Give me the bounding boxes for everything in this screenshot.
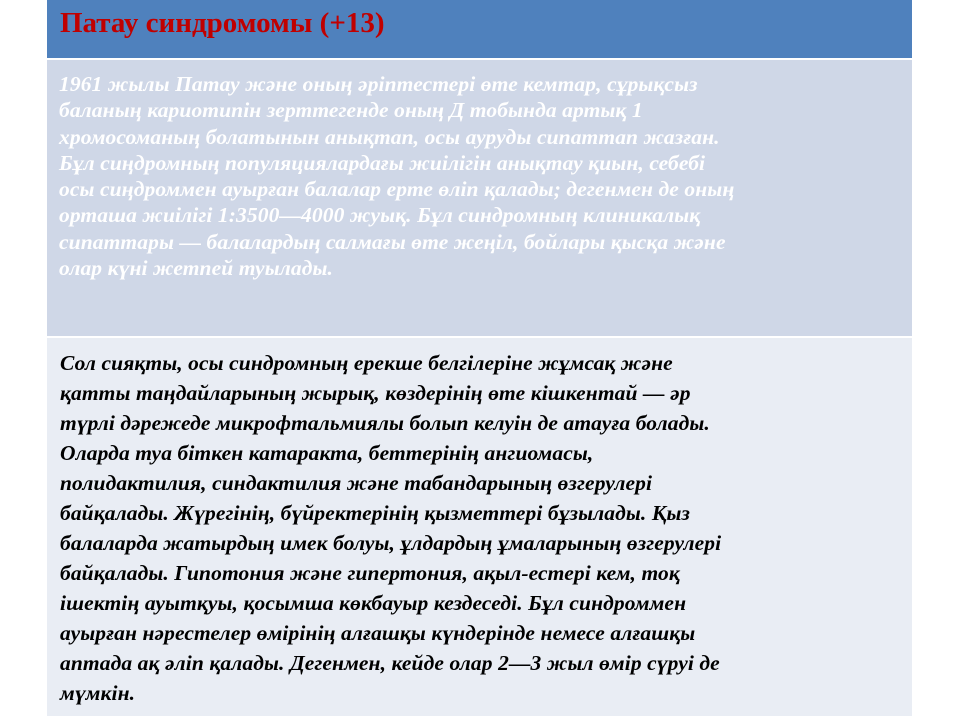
table-row-1 <box>47 60 912 338</box>
paragraph-history: 1961 жылы Патау және оның әріптестері өте кемтар, сұрықсыз баланың кариотипін зерттегенде оның Д тобында артық 1 хромосоманың болатынын анықтап, осы ауруды сипаттап жазған. Бұл сиңдромның популяциялардағы жиілігін анықтау қиын, себебі осы сиңдроммен ауырған балалар ерте өліп қалады; дегенмен де оның орташа жиілігі 1:3500—4000 жуық. Бұл синдромның клиникалық сипаттары — балалардың салмағы өте жеңіл, бойлары қысқа және олар күні жетпей туылады. <box>59 72 735 281</box>
table-header-row <box>47 0 912 60</box>
table-row-2 <box>47 338 912 716</box>
paragraph-symptoms: Сол сияқты, осы синдромның ерекше белгілеріне жұмсақ және қатты таңдайларының жырық, көздерінің өте кішкентай — әр түрлі дәрежеде микрофтальмиялы болып келуін де атауға болады. Оларда туа біткен катаракта, беттерінің ангиомасы, полидактилия, синдактилия және табандарының өзгерулері байқалады. Жүрегінің, бүйректерінің қызметтері бұзылады. Қыз балаларда жатырдың имек болуы, ұлдардың ұмаларының өзгерулері байқалады. Гипотония және гипертония, ақыл-естері кем, тоқ ішектің ауытқуы, қосымша көкбауыр кездеседі. Бұл синдроммен ауырған нәрестелер өмірінің алғашқы күндерінде немесе алғашқы аптада ақ әліп қалады. Дегенмен, кейде олар 2—3 жыл өмір сүруі де мүмкін. <box>60 351 722 705</box>
slide-title: Патау синдромомы (+13) <box>60 7 385 39</box>
content-table <box>47 0 912 716</box>
